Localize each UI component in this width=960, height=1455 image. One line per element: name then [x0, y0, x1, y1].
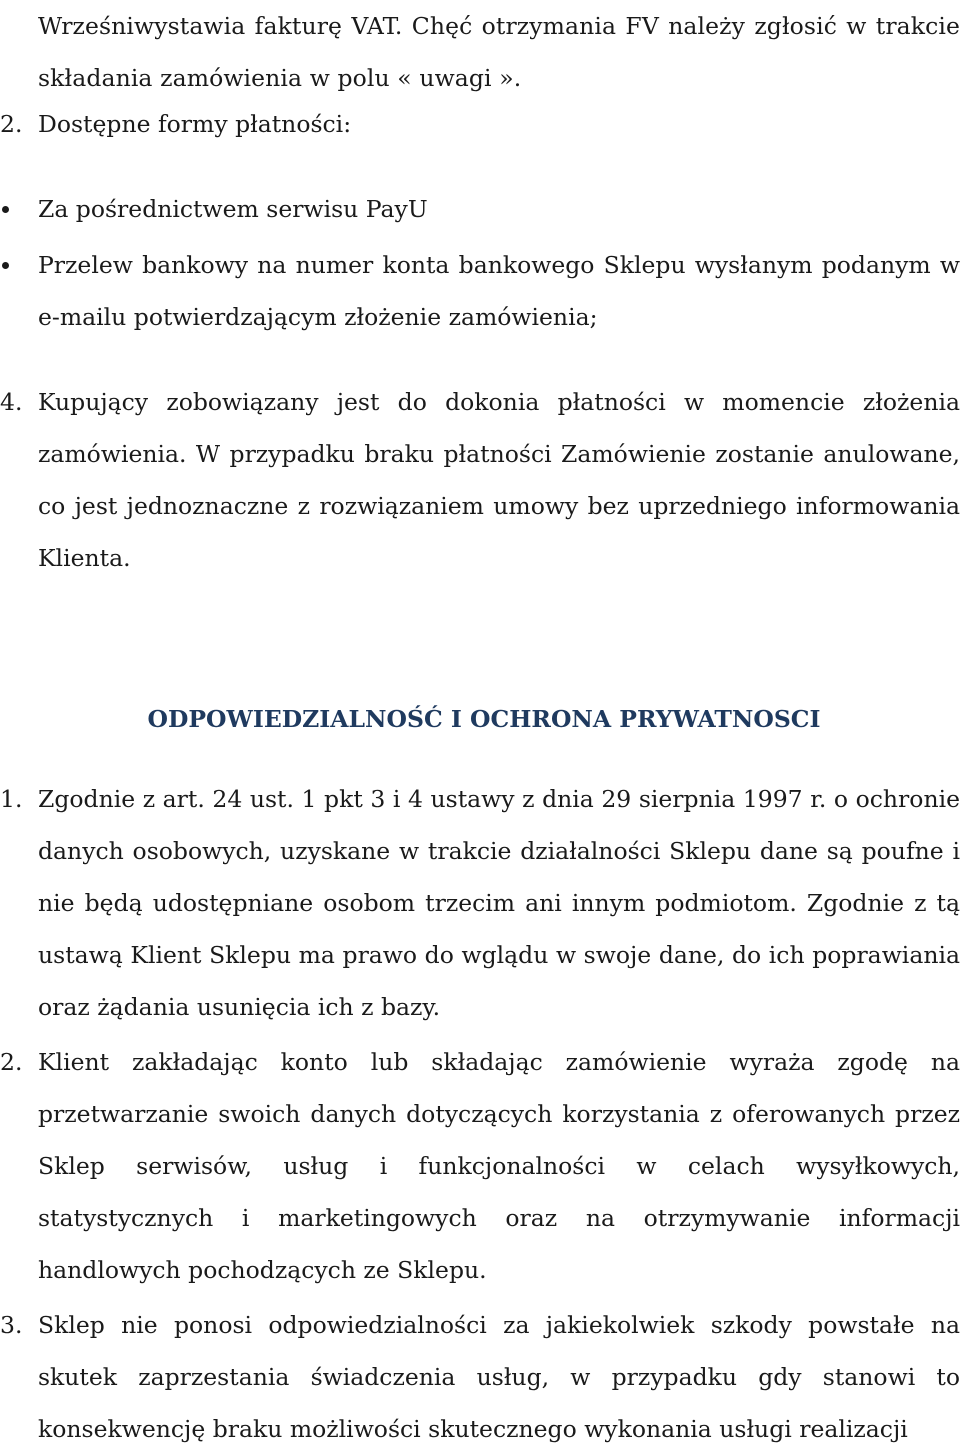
privacy-item-text: Zgodnie z art. 24 ust. 1 pkt 3 i 4 ustawy z dnia 29 sierpnia 1997 r. o ochronie danych osobowych, uzyskane w trakcie działalności Sklepu dane są poufne i nie będą udostępniane osobom trzecim ani innym podmiotom. Zgodnie z tą ustawą Klient Sklepu ma prawo do wglądu w swoje dane, do ich poprawiania oraz żądania usunięcia ich z bazy.	[38, 785, 960, 1021]
privacy-item-text: Klient zakładając konto lub składając zamówienie wyraża zgodę na przetwarzanie swoich danych dotyczących korzystania z oferowanych przez Sklep serwisów, usług i funkcjonalności w celach wysyłkowych, statystycznych i marketingowych oraz na otrzymywanie informacji handlowych pochodzących ze Sklepu.	[38, 1048, 960, 1284]
bullet-icon	[2, 206, 9, 213]
list-number: 1.	[0, 785, 23, 813]
privacy-item-text: Sklep nie ponosi odpowiedzialności za jakiekolwiek szkody powstałe na skutek zaprzestania świadczenia usług, w przypadku gdy stanowi to konsekwencję braku możliwości skutecznego wykonania usługi realizacji	[38, 1311, 960, 1443]
payment-obligation-text: Kupujący zobowiązany jest do dokonia płatności w momencie złożenia zamówienia. W przypadku braku płatności Zamówienie zostanie anulowane, co jest jednoznaczne z rozwiązaniem umowy bez uprzedniego informowania Klienta.	[38, 388, 960, 572]
section-heading: ODPOWIEDZIALNOŚĆ I OCHRONA PRYWATNOSCI	[147, 705, 821, 733]
list-number: 3.	[0, 1311, 23, 1339]
bullet-text: Przelew bankowy na numer konta bankowego Sklepu wysłanym podanym w e-mailu potwierdzającym złożenie zamówienia;	[38, 251, 960, 331]
list-number: 4.	[0, 388, 23, 416]
bullet-icon	[2, 262, 9, 269]
bullet-text: Za pośrednictwem serwisu PayU	[38, 195, 428, 223]
invoice-paragraph: Wrześniwystawia fakturę VAT. Chęć otrzymania FV należy zgłosić w trakcie składania zamówienia w polu « uwagi ».	[38, 12, 960, 92]
list-number: 2.	[0, 110, 23, 138]
payment-methods-title: Dostępne formy płatności:	[38, 110, 352, 138]
list-number: 2.	[0, 1048, 23, 1076]
